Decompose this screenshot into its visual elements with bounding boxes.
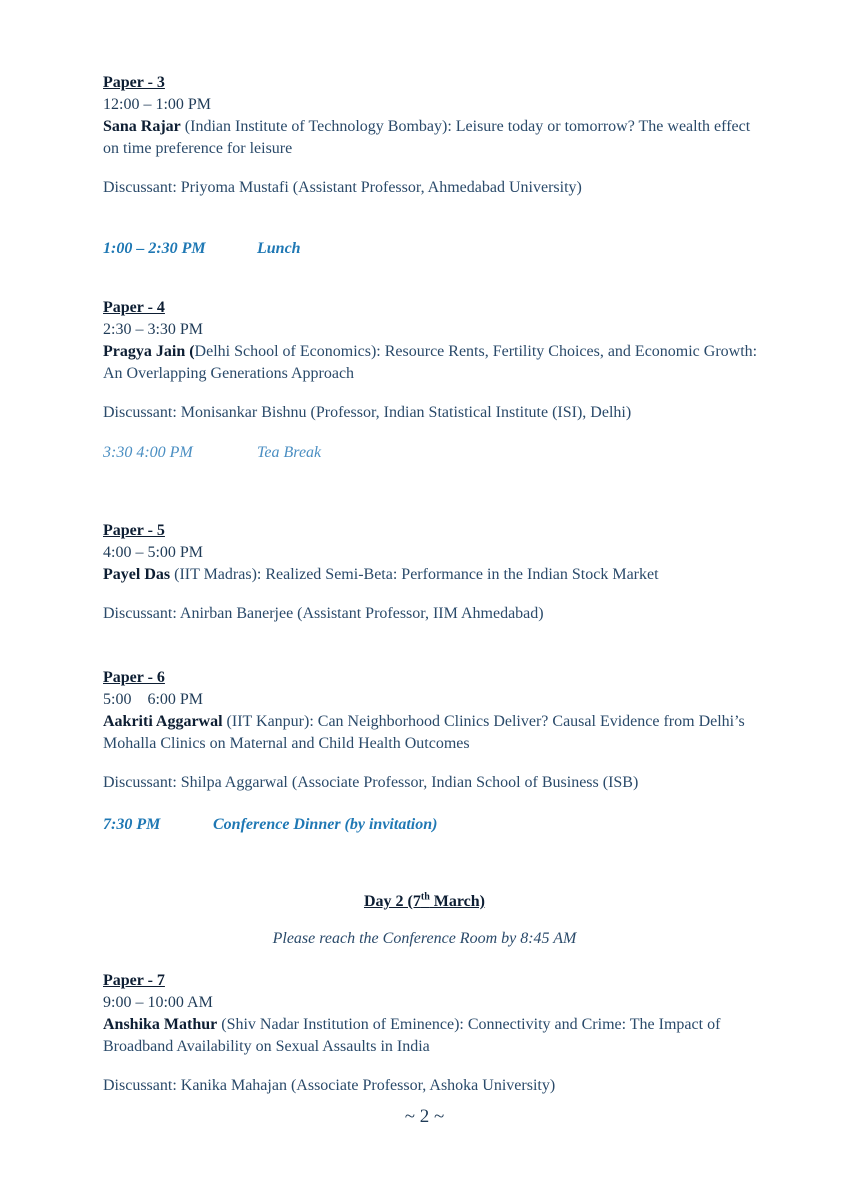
- paper-author: Pragya Jain (: [103, 343, 195, 360]
- paper-author: Aakriti Aggarwal: [103, 713, 223, 730]
- paper-title: [103, 711, 763, 755]
- paper-discussant: Discussant: Monisankar Bishnu (Professor, Indian Statistical Institute (ISI), Delhi): [103, 404, 632, 421]
- paper-time: 5:00 6:00 PM: [103, 691, 204, 708]
- paper-6-section: [103, 667, 763, 794]
- paper-details: (Indian Institute of Technology Bombay): Leisure today or tomorrow? The wealth effect on time preference for leisure: [103, 118, 751, 157]
- arrival-note: Please reach the Conference Room by 8:45 AM: [272, 930, 577, 947]
- lunch-break: [103, 238, 301, 260]
- paper-discussant: Discussant: Shilpa Aggarwal (Associate Professor, Indian School of Business (ISB): [103, 774, 639, 791]
- paper-4-section: [103, 297, 763, 424]
- paper-details: (Shiv Nadar Institution of Eminence): Connectivity and Crime: The Impact of Broadband Availability on Sexual Assaults in India: [103, 1016, 721, 1055]
- paper-author: Anshika Mathur: [103, 1016, 218, 1033]
- paper-time: 4:00 – 5:00 PM: [103, 544, 204, 561]
- paper-heading: Paper - 7: [103, 972, 165, 989]
- paper-heading: Paper - 5: [103, 522, 165, 539]
- break-label: Conference Dinner (by invitation): [213, 816, 438, 833]
- paper-3-section: [103, 72, 763, 199]
- paper-heading: Paper - 4: [103, 299, 165, 316]
- tea-break: [103, 442, 321, 464]
- paper-title: [103, 116, 763, 160]
- page-number: ~ 2 ~: [404, 1106, 445, 1127]
- paper-details: (IIT Kanpur): Can Neighborhood Clinics Deliver? Causal Evidence from Delhi’s Mohalla Clinics on Maternal and Child Health Outcomes: [103, 713, 745, 752]
- paper-heading: Paper - 3: [103, 74, 165, 91]
- paper-discussant: Discussant: Anirban Banerjee (Assistant Professor, IIM Ahmedabad): [103, 605, 544, 622]
- paper-heading: Paper - 6: [103, 669, 165, 686]
- paper-author: Sana Rajar: [103, 118, 181, 135]
- paper-discussant: Discussant: Kanika Mahajan (Associate Professor, Ashoka University): [103, 1077, 556, 1094]
- paper-details: (IIT Madras): Realized Semi-Beta: Performance in the Indian Stock Market: [170, 566, 659, 583]
- day-2-heading: [0, 891, 849, 913]
- day-heading-sup: th: [420, 891, 430, 903]
- paper-author: Payel Das: [103, 566, 171, 583]
- day-heading-suffix: March): [429, 893, 486, 910]
- break-time: 1:00 – 2:30 PM: [103, 240, 206, 257]
- dinner-break: [103, 814, 437, 836]
- break-label: Lunch: [257, 240, 301, 257]
- paper-title: [103, 1014, 763, 1058]
- paper-5-section: [103, 520, 763, 625]
- paper-details: Delhi School of Economics): Resource Rents, Fertility Choices, and Economic Growth: An Overlapping Generations Approach: [103, 343, 758, 382]
- day-heading-prefix: Day 2 (7: [363, 893, 421, 910]
- paper-discussant: Discussant: Priyoma Mustafi (Assistant Professor, Ahmedabad University): [103, 179, 582, 196]
- break-time: 3:30 4:00 PM: [103, 444, 193, 461]
- paper-time: 9:00 – 10:00 AM: [103, 994, 213, 1011]
- paper-title: [103, 341, 763, 385]
- paper-title: [103, 564, 763, 586]
- break-label: Tea Break: [257, 444, 322, 461]
- paper-time: 2:30 – 3:30 PM: [103, 321, 204, 338]
- break-time: 7:30 PM: [103, 816, 161, 833]
- paper-time: 12:00 – 1:00 PM: [103, 96, 212, 113]
- paper-7-section: [103, 970, 763, 1097]
